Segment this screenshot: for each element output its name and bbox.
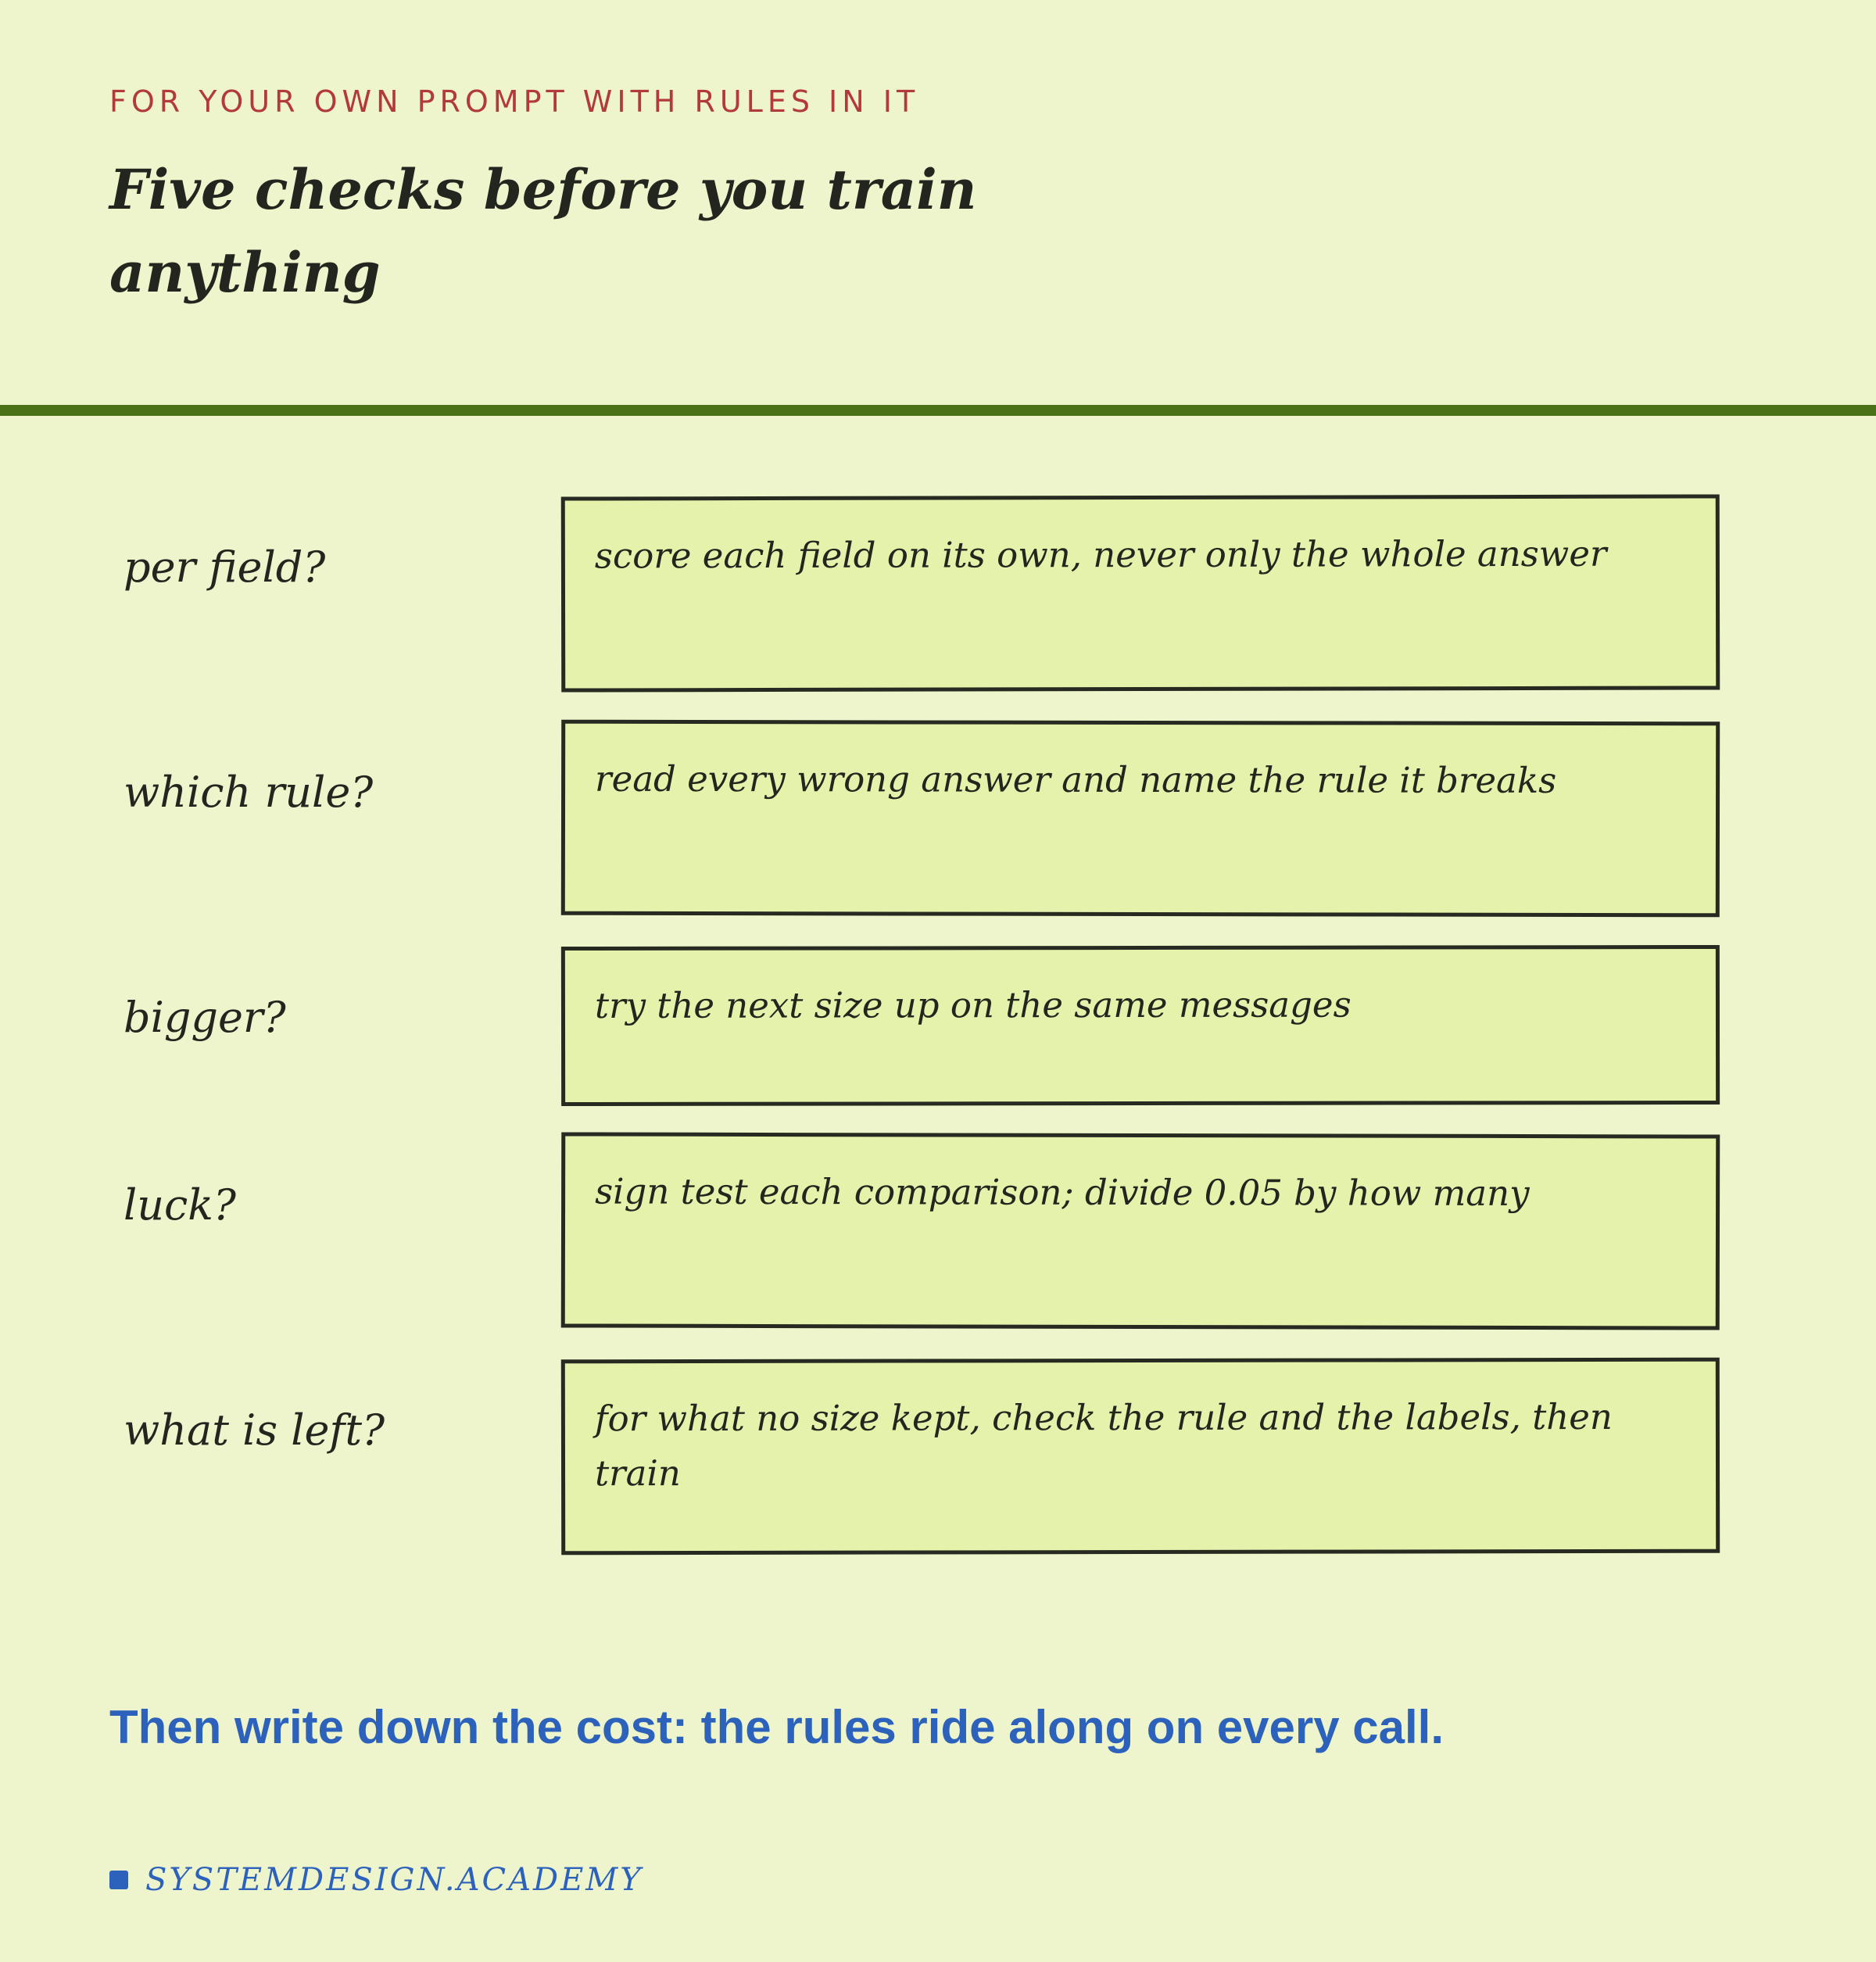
footer-brand: SYSTEMDESIGN.ACADEMY: [145, 1862, 643, 1898]
check-question-luck: luck?: [124, 1180, 236, 1230]
brand-square-icon: [109, 1871, 128, 1889]
divider-line: [0, 405, 1876, 416]
check-card-which-rule: read every wrong answer and name the rule it breaks: [561, 720, 1720, 918]
check-card-luck: sign test each comparison; divide 0.05 by how many: [561, 1132, 1720, 1330]
kicker: FOR YOUR OWN PROMPT WITH RULES IN IT: [109, 84, 920, 119]
check-question-what-is-left: what is left?: [124, 1405, 385, 1455]
page-title: Five checks before you train anything: [109, 157, 977, 305]
check-card-per-field: score each field on its own, never only the whole answer: [561, 494, 1720, 692]
check-question-which-rule: which rule?: [124, 768, 374, 817]
check-card-bigger: try the next size up on the same messages: [561, 945, 1720, 1106]
footer: [109, 1862, 643, 1898]
check-question-per-field: per field?: [124, 542, 326, 592]
check-card-what-is-left: for what no size kept, check the rule and the labels, then train: [561, 1358, 1720, 1556]
check-question-bigger: bigger?: [124, 993, 286, 1042]
tagline: Then write down the cost: the rules ride along on every call.: [109, 1701, 1445, 1753]
